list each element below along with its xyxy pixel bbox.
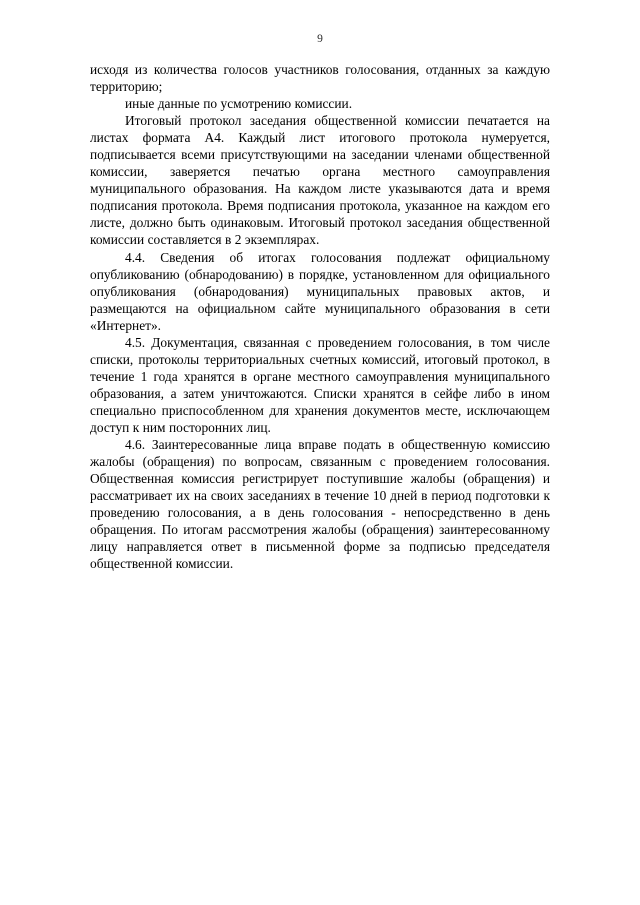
paragraph-final-protocol: Итоговый протокол заседания общественной комиссии печатается на листах формата А4. Каждый лист итогового протокола нумеруется, подписывается всеми присутствующими на заседании членами общественной комиссии, заверяется печатью органа местного самоуправления муниципального образования. На каждом листе указываются дата и время подписания протокола. Время подписания протокола, указанное на каждом его листе, должно быть одинаковым. Итоговый протокол заседания общественной комиссии составляется в 2 экземплярах. xyxy=(90,113,550,248)
paragraph-4-5: 4.5. Документация, связанная с проведением голосования, в том числе списки, протоколы территориальных счетных комиссий, итоговый протокол, в течение 1 года хранятся в органе местного самоуправления муниципального образования, а затем уничтожаются. Списки хранятся в сейфе либо в ином специально приспособленном для хранения документов месте, исключающем доступ к ним посторонних лиц. xyxy=(90,334,550,435)
paragraph-continuation: исходя из количества голосов участников голосования, отданных за каждую территорию; xyxy=(90,62,550,95)
paragraph-4-6: 4.6. Заинтересованные лица вправе подать в общественную комиссию жалобы (обращения) по вопросам, связанным с проведением голосования. Общественная комиссия регистрирует поступившие жалобы (обращения) и рассматривает их на своих заседаниях в течение 10 дней в период подготовки к проведению голосования, а в день голосования - непосредственно в день обращения. По итогам рассмотрения жалобы (обращения) заинтересованному лицу направляется ответ в письменной форме за подписью председателя общественной комиссии. xyxy=(90,437,550,572)
page-number: 9 xyxy=(317,33,323,45)
paragraph-other-data: иные данные по усмотрению комиссии. xyxy=(125,96,353,112)
paragraph-4-4: 4.4. Сведения об итогах голосования подлежат официальному опубликованию (обнародованию) в порядке, установленном для официального опубликования (обнародования) муниципальных правовых актов, и размещаются на официальном сайте муниципального образования в сети «Интернет». xyxy=(90,249,550,333)
document-body xyxy=(90,61,550,572)
